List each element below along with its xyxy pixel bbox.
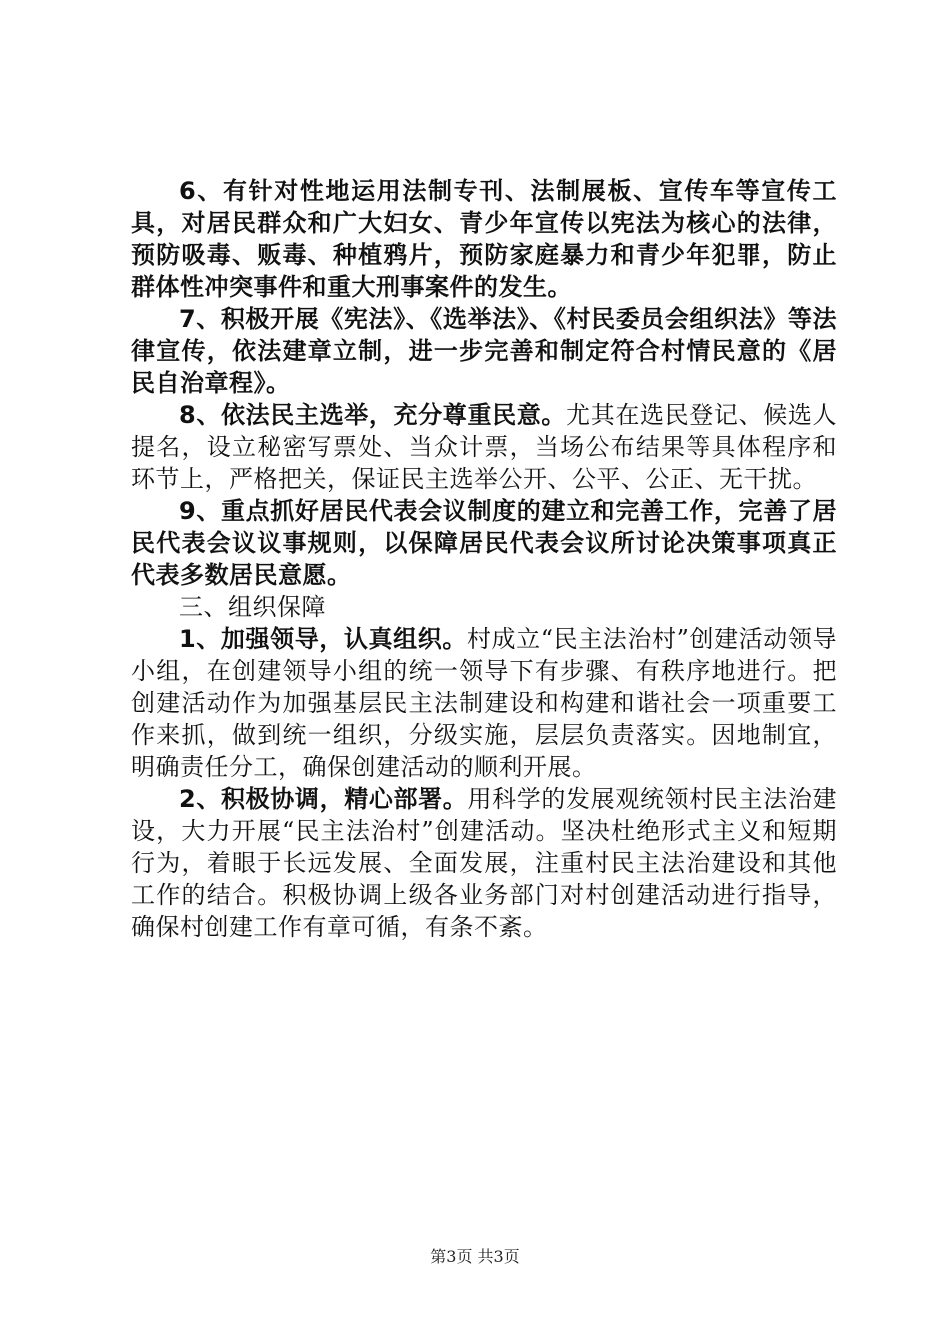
section-paragraph-2-text: 用科学的发展观统领村民主法治建设，大力开展“民主法治村”创建活动。坚决杜绝形式主义和短期行为，着眼于长远发展、全面发展，注重村民主法治建设和其他工作的结合。积极协调上级各业务部门对村创建活动进行指导，确保村创建工作有章可循，有条不紊。 bbox=[131, 785, 837, 941]
paragraph-8-bold: 8、依法民主选举，充分尊重民意。 bbox=[179, 401, 567, 429]
paragraph-8 bbox=[131, 399, 837, 495]
section-paragraph-2-bold: 2、积极协调，精心部署。 bbox=[179, 785, 468, 813]
section-paragraph-1-text: 村成立“民主法治村”创建活动领导小组，在创建领导小组的统一领导下有步骤、有秩序地进行。把创建活动作为加强基层民主法制建设和构建和谐社会一项重要工作来抓，做到统一组织，分级实施，层层负责落实。因地制宜，明确责任分工，确保创建活动的顺利开展。 bbox=[131, 625, 837, 781]
paragraph-7 bbox=[131, 303, 837, 399]
paragraph-9-bold: 9、重点抓好居民代表会议制度的建立和完善工作，完善了居民代表会议议事规则，以保障居民代表会议所讨论决策事项真正代表多数居民意愿。 bbox=[131, 497, 837, 589]
paragraph-6 bbox=[131, 175, 837, 303]
section-heading: 三、组织保障 bbox=[179, 593, 326, 621]
paragraph-7-bold: 7、积极开展《宪法》、《选举法》、《村民委员会组织法》等法律宣传，依法建章立制，进一步完善和制定符合村情民意的《居民自治章程》。 bbox=[131, 305, 837, 397]
paragraph-9 bbox=[131, 495, 837, 591]
paragraph-6-bold: 6、有针对性地运用法制专刊、法制展板、宣传车等宣传工具，对居民群众和广大妇女、青少年宣传以宪法为核心的法律，预防吸毒、贩毒、种植鸦片，预防家庭暴力和青少年犯罪，防止群体性冲突事件和重大刑事案件的发生。 bbox=[131, 177, 837, 301]
document-body bbox=[131, 175, 837, 943]
section-paragraph-1 bbox=[131, 623, 837, 783]
paragraph-8-text: 尤其在选民登记、候选人提名，设立秘密写票处、当众计票，当场公布结果等具体程序和环节上，严格把关，保证民主选举公开、公平、公正、无干扰。 bbox=[131, 401, 838, 493]
section-paragraph-2 bbox=[131, 783, 837, 943]
page-footer: 第3页 共3页 bbox=[430, 1247, 520, 1266]
section-paragraph-1-bold: 1、加强领导，认真组织。 bbox=[179, 625, 467, 653]
